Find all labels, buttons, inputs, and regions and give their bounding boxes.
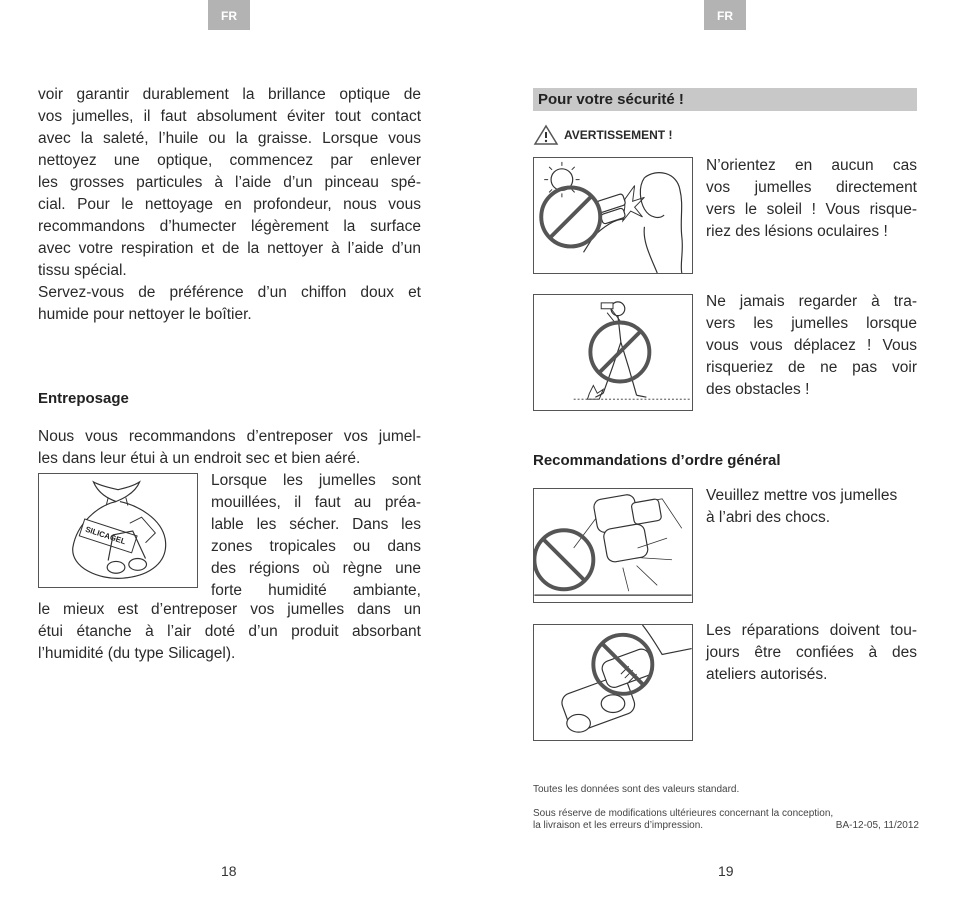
- walking-drawing: [534, 295, 692, 410]
- text-line: Servez-vous de préférence d’un chiffon doux et: [38, 284, 421, 301]
- text-line: humide pour nettoyer le boîtier.: [38, 306, 252, 323]
- storage-side-text: [211, 470, 421, 602]
- cleaning-text: [38, 84, 421, 326]
- document-code: BA-12-05, 11/2012: [835, 820, 919, 831]
- text-line: vos jumelles, il faut absolument éviter tout contact: [38, 108, 421, 125]
- warning-triangle-icon: [533, 124, 559, 146]
- general2-text: [706, 620, 917, 686]
- warning-label: AVERTISSEMENT !: [564, 128, 673, 142]
- storage-heading: Entreposage: [38, 390, 129, 407]
- footnote-line: Sous réserve de modifications ultérieures concernant la conception,: [533, 808, 834, 819]
- repair-drawing: [534, 625, 692, 740]
- sun-warning-illustration: [533, 157, 693, 274]
- text-line: Ne jamais regarder à tra-: [706, 293, 917, 310]
- text-line: vous vous déplacez ! Vous: [706, 337, 917, 354]
- text-line: Veuillez mettre vos jumelles: [706, 487, 898, 504]
- general-heading: Recommandations d’ordre général: [533, 452, 781, 469]
- text-line: des régions où règne une: [211, 560, 421, 577]
- text-line: l’humidité (du type Silicagel).: [38, 645, 236, 662]
- warning1-text: [706, 155, 917, 243]
- text-line: N’orientez en aucun cas: [706, 157, 917, 174]
- language-tab: FR: [208, 0, 250, 30]
- text-line: forte humidité ambiante,: [211, 582, 421, 599]
- text-line: le mieux est d’entreposer vos jumelles dans un: [38, 601, 421, 618]
- safety-heading: Pour votre sécurité !: [538, 91, 684, 108]
- text-line: ateliers autorisés.: [706, 666, 828, 683]
- text-line: vos jumelles directement: [706, 179, 917, 196]
- text-line: des obstacles !: [706, 381, 810, 398]
- text-line: riez des lésions oculaires !: [706, 223, 888, 240]
- text-line: tissu spécial.: [38, 262, 127, 279]
- footnote-standard-values: Toutes les données sont des valeurs standard.: [533, 784, 740, 795]
- sun-drawing: [534, 158, 692, 273]
- general1-text: [706, 485, 917, 529]
- text-line: recommandons d’humecter légèrement la surface: [38, 218, 421, 235]
- text-line: les grosses particules à l’aide d’un pinceau spé-: [38, 174, 421, 191]
- text-line: vers les jumelles lorsque: [706, 315, 917, 332]
- text-line: avec votre respiration et de la nettoyer à l’aide d’un: [38, 240, 421, 257]
- repair-illustration: [533, 624, 693, 741]
- shock-drawing: [534, 489, 692, 602]
- text-line: cial. Pour le nettoyage en profondeur, nous vous: [38, 196, 421, 213]
- silicagel-bag-illustration: [38, 473, 198, 588]
- text-line: Lorsque les jumelles sont: [211, 472, 421, 489]
- storage-intro: [38, 426, 421, 470]
- text-line: zones tropicales ou dans: [211, 538, 421, 555]
- text-line: lable les sécher. Dans les: [211, 516, 421, 533]
- right-page: [477, 0, 954, 917]
- footnote-line: la livraison et les erreurs d’impression.: [533, 820, 704, 831]
- page-number: 19: [718, 863, 734, 879]
- storage-end-text: [38, 599, 421, 665]
- text-line: vers le soleil ! Vous risque-: [706, 201, 917, 218]
- warning2-text: [706, 291, 917, 401]
- text-line: nettoyez une optique, commencez par enlever: [38, 152, 421, 169]
- text-line: à l’abri des chocs.: [706, 509, 831, 526]
- text-line: les dans leur étui à un endroit sec et bien aéré.: [38, 450, 361, 467]
- language-tab: FR: [704, 0, 746, 30]
- page-number: 18: [221, 863, 237, 879]
- safety-heading-bar: [533, 88, 917, 111]
- footnote-last-row: [533, 820, 919, 832]
- bag-label: SILICAGEL: [84, 524, 127, 547]
- text-line: étui étanche à l’air doté d’un produit absorbant: [38, 623, 421, 640]
- text-line: voir garantir durablement la brillance optique de: [38, 86, 421, 103]
- bag-drawing: [39, 474, 197, 587]
- text-line: jours être confiées à des: [706, 644, 917, 661]
- text-line: avec la saleté, l’huile ou la graisse. Lorsque vous: [38, 130, 421, 147]
- text-line: risqueriez de ne pas voir: [706, 359, 917, 376]
- text-line: Nous vous recommandons d’entreposer vos jumel-: [38, 428, 421, 445]
- shock-illustration: [533, 488, 693, 603]
- footnote-disclaimer: [533, 808, 919, 832]
- walking-warning-illustration: [533, 294, 693, 411]
- text-line: Les réparations doivent tou-: [706, 622, 917, 639]
- text-line: mouillées, il faut au préa-: [211, 494, 421, 511]
